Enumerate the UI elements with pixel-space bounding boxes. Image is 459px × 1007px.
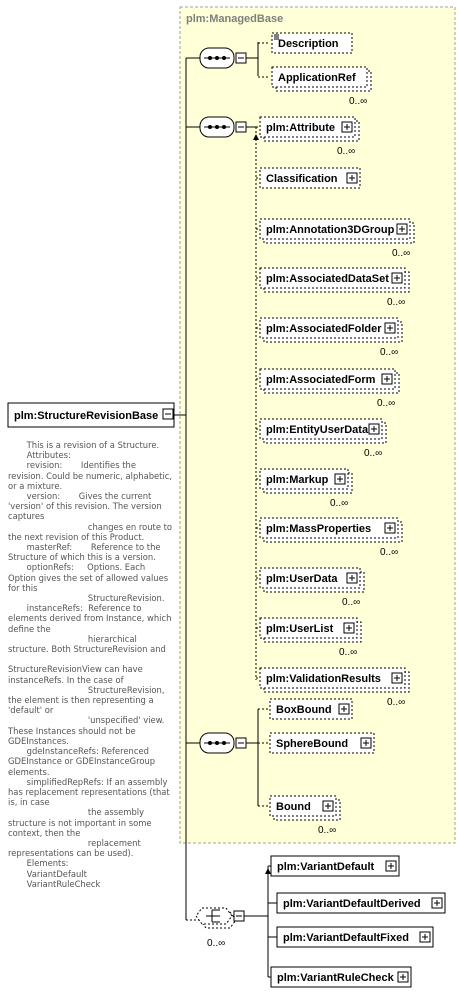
documentation-line: hierarchical structure. Both StructureRevision and [8, 633, 166, 655]
documentation-line: StructureRevisionView can have instanceRefs. In the case of [8, 654, 146, 685]
multiplicity-label: 0..∞ [342, 597, 361, 608]
element-label: Description [278, 38, 339, 50]
documentation-line: VariantDefault [8, 868, 87, 879]
element-label: plm:ValidationResults [266, 673, 381, 685]
managed-base-title: plm:ManagedBase [186, 13, 284, 25]
multiplicity-label: 0..∞ [380, 347, 399, 358]
element-label: plm:VariantDefaultDerived [283, 898, 421, 910]
documentation-line: VariantRuleCheck [8, 878, 101, 889]
multiplicity-label: 0..∞ [377, 398, 396, 409]
element-label: plm:Markup [266, 474, 329, 486]
root-element-label: plm:StructureRevisionBase [14, 410, 159, 422]
documentation-line: revision: Identifies the revision. Could be numeric, alphabetic, or a mixture. [8, 460, 175, 491]
choice-multiplicity: 0..∞ [207, 938, 226, 949]
element-label: plm:AssociatedFolder [266, 323, 382, 335]
documentation-line: instanceRefs: Reference to elements derived from Instance, which define the [8, 603, 175, 634]
element-label: ApplicationRef [278, 72, 356, 84]
element-label: plm:VariantDefault [277, 861, 375, 873]
element-label: plm:MassProperties [266, 523, 372, 535]
multiplicity-label: 0..∞ [380, 547, 399, 558]
documentation-line: 'unspecified' view. These Instances should not be GDEInstances. [8, 715, 168, 746]
schema-element[interactable] [277, 927, 433, 947]
element-label: Bound [276, 801, 311, 813]
multiplicity-label: 0..∞ [392, 248, 411, 259]
multiplicity-label: 0..∞ [364, 448, 383, 459]
multiplicity-label: 0..∞ [349, 96, 368, 107]
multiplicity-label: 0..∞ [339, 647, 358, 658]
element-label: SphereBound [276, 738, 349, 750]
documentation-line: gdeInstanceRefs: Referenced GDEInstance or GDEInstanceGroup elements. [8, 746, 158, 777]
documentation-line: simplifiedRepRefs: If an assembly has replacement representations (that is, in case [8, 776, 173, 808]
element-label: plm:UserList [266, 623, 334, 635]
documentation-line: This is a revision of a Structure. [8, 440, 160, 450]
documentation-line: optionRefs: Options. Each Option gives the set of allowed values for this [8, 562, 171, 593]
element-label: Classification [266, 173, 338, 185]
documentation-panel [8, 440, 173, 889]
root-element[interactable] [8, 403, 174, 427]
documentation-line: replacement representations can be used). [8, 837, 144, 859]
schema-element[interactable] [272, 33, 352, 53]
schema-element[interactable] [260, 168, 360, 188]
element-label: plm:Annotation3DGroup [266, 224, 395, 236]
documentation-line: Elements: [8, 858, 69, 869]
element-label: plm:EntityUserData [266, 424, 369, 436]
choice-compositor[interactable] [196, 908, 244, 949]
element-label: plm:Attribute [266, 122, 336, 134]
element-label: plm:AssociatedForm [266, 374, 376, 386]
element-label: plm:UserData [266, 573, 338, 585]
multiplicity-label: 0..∞ [387, 297, 406, 308]
element-label: plm:VariantDefaultFixed [283, 932, 409, 944]
documentation-line: changes en route to the next revision of this Product. [8, 521, 175, 542]
documentation-line: version: Gives the current 'version' of this revision. The version captures [8, 491, 165, 522]
schema-element[interactable] [271, 856, 399, 876]
multiplicity-label: 0..∞ [337, 146, 356, 157]
schema-element[interactable] [270, 733, 374, 753]
documentation-line: StructureRevision. [8, 593, 165, 604]
documentation-line: the assembly structure is not important in some context, then the [8, 807, 155, 838]
element-label: plm:AssociatedDataSet [266, 273, 389, 285]
schema-element[interactable] [271, 967, 411, 987]
multiplicity-label: 0..∞ [387, 697, 406, 708]
element-label: BoxBound [276, 704, 332, 716]
schema-element[interactable] [277, 893, 445, 913]
documentation-line: masterRef: Reference to the Structure of which this is a version. [8, 542, 164, 563]
multiplicity-label: 0..∞ [330, 498, 349, 509]
schema-element[interactable] [270, 699, 352, 719]
documentation-line: StructureRevision, the element is then representing a 'default' or [8, 684, 168, 716]
element-label: plm:VariantRuleCheck [277, 972, 394, 984]
multiplicity-label: 0..∞ [318, 825, 337, 836]
documentation-line: Attributes: [8, 450, 71, 461]
